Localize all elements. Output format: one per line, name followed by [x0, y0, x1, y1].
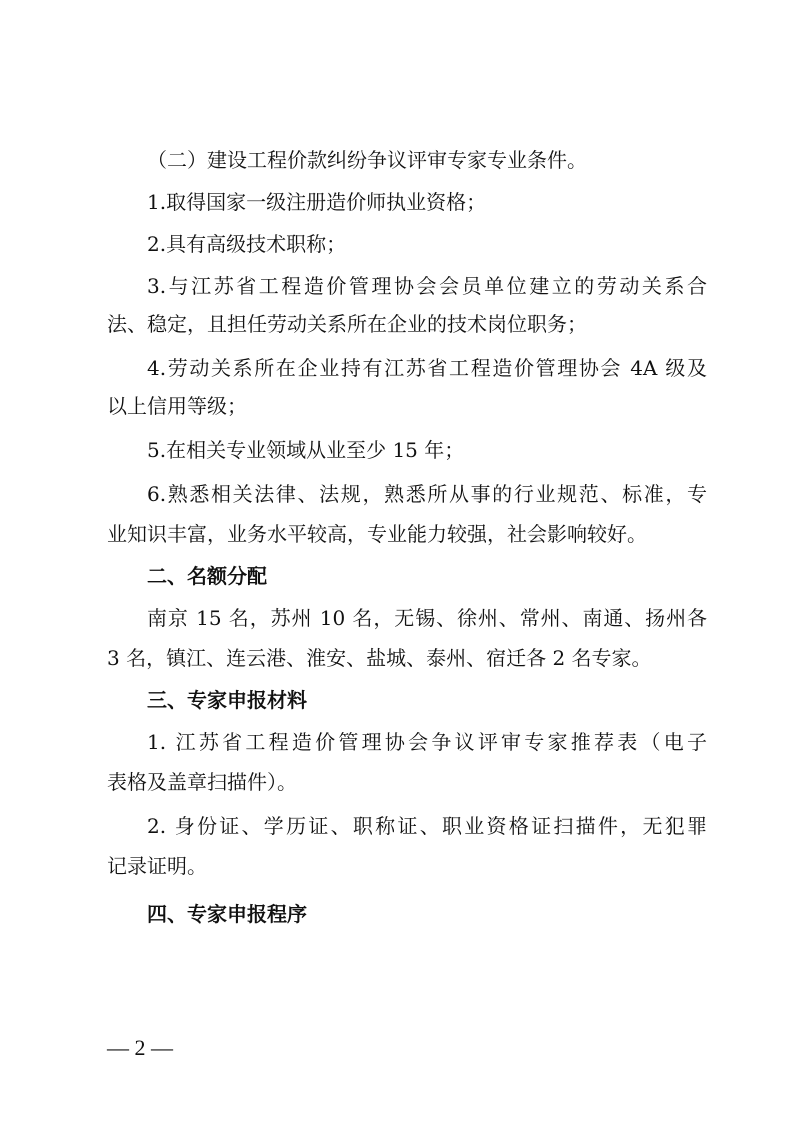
- materials-item2-line2: 记录证明。: [107, 854, 207, 878]
- condition-1: 1.取得国家一级注册造价师执业资格；: [147, 190, 487, 214]
- page-number: — 2 —: [107, 1035, 173, 1060]
- condition-6-line1: 6.熟悉相关法律、法规，熟悉所从事的行业规范、标准，专: [147, 482, 707, 506]
- quota-line1: 南京 15 名，苏州 10 名，无锡、徐州、常州、南通、扬州各: [147, 606, 707, 630]
- subsection-title: （二）建设工程价款纠纷争议评审专家专业条件。: [147, 148, 587, 172]
- quota-line2: 3 名，镇江、连云港、淮安、盐城、泰州、宿迁各 2 名专家。: [107, 646, 652, 670]
- procedure-heading: 四、专家申报程序: [147, 902, 307, 926]
- condition-6-line2: 业知识丰富，业务水平较高，专业能力较强，社会影响较好。: [107, 522, 647, 546]
- condition-5: 5.在相关专业领域从业至少 15 年；: [147, 438, 465, 462]
- materials-item1-line1: 1. 江苏省工程造价管理协会争议评审专家推荐表（电子: [147, 730, 707, 754]
- condition-3-line2: 法、稳定，且担任劳动关系所在企业的技术岗位职务；: [107, 312, 587, 336]
- condition-3-line1: 3.与江苏省工程造价管理协会会员单位建立的劳动关系合: [147, 274, 707, 298]
- condition-2: 2.具有高级技术职称；: [147, 232, 347, 256]
- quota-heading: 二、名额分配: [147, 564, 267, 588]
- materials-item1-line2: 表格及盖章扫描件）。: [107, 770, 297, 794]
- condition-4-line1: 4.劳动关系所在企业持有江苏省工程造价管理协会 4A 级及: [147, 356, 707, 380]
- materials-item2-line1: 2. 身份证、学历证、职称证、职业资格证扫描件，无犯罪: [147, 814, 707, 838]
- materials-heading: 三、专家申报材料: [147, 688, 307, 712]
- condition-4-line2: 以上信用等级；: [107, 394, 247, 418]
